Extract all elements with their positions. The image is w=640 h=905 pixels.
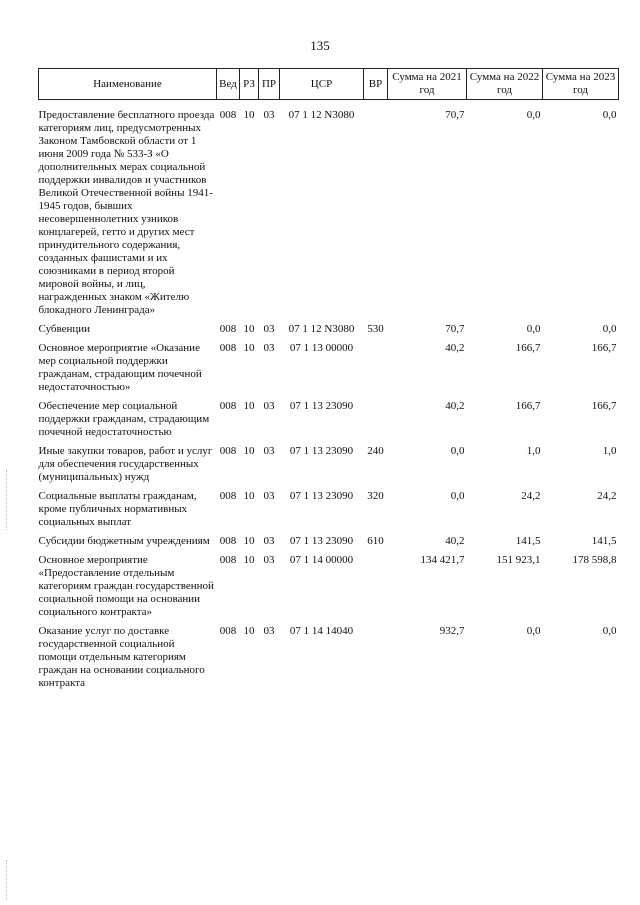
row-csr: 07 1 14 14040 [289, 625, 354, 637]
row-sum-2023: 24,2 [597, 490, 617, 502]
row-ved: 008 [219, 535, 237, 547]
table-row [39, 100, 619, 324]
row-pr: 03 [263, 323, 275, 335]
row-sum-2022: 0,0 [526, 625, 541, 637]
table-row [39, 323, 619, 342]
table-row [39, 490, 619, 535]
row-sum-2021: 40,2 [445, 535, 465, 547]
row-sum-2022: 1,0 [526, 445, 541, 457]
row-ved: 008 [219, 323, 237, 335]
table-row [39, 400, 619, 445]
row-sum-2021: 0,0 [450, 490, 465, 502]
row-rz: 10 [243, 625, 255, 637]
row-sum-2023: 1,0 [602, 445, 617, 457]
row-csr: 07 1 13 00000 [289, 342, 354, 354]
row-sum-2021: 70,7 [445, 109, 465, 121]
row-vr [364, 554, 388, 625]
row-rz: 10 [243, 490, 255, 502]
row-sum-2022: 166,7 [515, 400, 541, 412]
row-ved: 008 [219, 490, 237, 502]
row-rz: 10 [243, 323, 255, 335]
row-csr: 07 1 14 00000 [289, 554, 354, 566]
row-csr: 07 1 12 N3080 [288, 323, 355, 335]
row-csr: 07 1 13 23090 [289, 535, 354, 547]
row-name: Субсидии бюджетным учреждениям [38, 535, 210, 547]
table-row [39, 445, 619, 490]
row-vr [364, 342, 388, 400]
row-vr: 530 [367, 323, 384, 335]
row-pr: 03 [263, 554, 275, 566]
header-name: Наименование [39, 69, 217, 100]
row-sum-2022: 24,2 [521, 490, 541, 502]
row-name: Основное мероприятие «Оказание мер социальной поддержки гражданам, страдающим почечной недостаточностью» [38, 342, 202, 393]
row-sum-2021: 70,7 [445, 323, 465, 335]
header-sum-2022: Сумма на 2022 год [467, 69, 543, 100]
row-sum-2023: 0,0 [602, 625, 617, 637]
budget-table [38, 68, 619, 696]
row-name: Оказание услуг по доставке государственной социальной помощи отдельным категориям граждан на основании социального контракта [38, 625, 205, 689]
header-rz: РЗ [240, 69, 259, 100]
row-vr [364, 100, 388, 324]
row-sum-2022: 0,0 [526, 323, 541, 335]
row-sum-2021: 134 421,7 [420, 554, 465, 566]
header-vr: ВР [364, 69, 388, 100]
row-name: Субвенции [38, 323, 91, 335]
row-csr: 07 1 12 N3080 [288, 109, 355, 121]
row-rz: 10 [243, 554, 255, 566]
row-sum-2021: 0,0 [450, 445, 465, 457]
table-row [39, 342, 619, 400]
row-pr: 03 [263, 490, 275, 502]
row-sum-2022: 0,0 [526, 109, 541, 121]
row-rz: 10 [243, 445, 255, 457]
row-sum-2023: 166,7 [591, 400, 617, 412]
header-sum-2023: Сумма на 2023 год [543, 69, 619, 100]
table-row [39, 625, 619, 696]
row-pr: 03 [263, 342, 275, 354]
row-sum-2023: 141,5 [591, 535, 617, 547]
table-row [39, 535, 619, 554]
row-name: Основное мероприятие «Предоставление отдельным категориям граждан государственной социальной помощи на основании социального контракта» [38, 554, 214, 618]
row-csr: 07 1 13 23090 [289, 490, 354, 502]
row-pr: 03 [263, 109, 275, 121]
row-name: Иные закупки товаров, работ и услуг для обеспечения государственных (муниципальных) нужд [38, 445, 213, 483]
row-pr: 03 [263, 445, 275, 457]
row-rz: 10 [243, 109, 255, 121]
row-ved: 008 [219, 445, 237, 457]
row-ved: 008 [219, 109, 237, 121]
header-pr: ПР [259, 69, 280, 100]
row-sum-2023: 178 598,8 [572, 554, 617, 566]
page-number: 135 [310, 38, 330, 53]
table-header-row [39, 69, 619, 100]
row-ved: 008 [219, 342, 237, 354]
row-vr: 240 [367, 445, 384, 457]
row-rz: 10 [243, 400, 255, 412]
row-vr [364, 400, 388, 445]
row-sum-2022: 151 923,1 [496, 554, 541, 566]
row-sum-2022: 166,7 [515, 342, 541, 354]
row-csr: 07 1 13 23090 [289, 445, 354, 457]
header-ved: Вед [217, 69, 240, 100]
row-sum-2023: 0,0 [602, 323, 617, 335]
table-row [39, 554, 619, 625]
row-sum-2021: 932,7 [439, 625, 465, 637]
row-ved: 008 [219, 554, 237, 566]
row-name: Обеспечение мер социальной поддержки гражданам, страдающим почечной недостаточностью [38, 400, 210, 438]
row-rz: 10 [243, 342, 255, 354]
row-name: Предоставление бесплатного проезда категориям лиц, предусмотренных Законом Тамбовской области от 1 июня 2009 года № 533-З «О дополнительных мерах социальной поддержки инвалидов и участников Великой Отечественной войны 1941-1945 годов, бывших несовершеннолетних узников концлагерей, гетто и других мест принудительного содержания, созданных фашистами и их союзниками в период второй мировой войны, и лиц, награжденных знаком «Жителю блокадного Ленинграда» [38, 109, 215, 316]
header-sum-2021: Сумма на 2021 год [388, 69, 467, 100]
row-pr: 03 [263, 535, 275, 547]
row-sum-2023: 0,0 [602, 109, 617, 121]
row-pr: 03 [263, 400, 275, 412]
row-vr: 320 [367, 490, 384, 502]
row-sum-2022: 141,5 [515, 535, 541, 547]
header-csr: ЦСР [280, 69, 364, 100]
row-sum-2021: 40,2 [445, 400, 465, 412]
scan-artifact [6, 470, 9, 530]
row-name: Социальные выплаты гражданам, кроме публичных нормативных социальных выплат [38, 490, 197, 528]
row-csr: 07 1 13 23090 [289, 400, 354, 412]
row-ved: 008 [219, 625, 237, 637]
scan-artifact [6, 860, 9, 900]
row-vr: 610 [367, 535, 384, 547]
row-sum-2023: 166,7 [591, 342, 617, 354]
row-pr: 03 [263, 625, 275, 637]
row-sum-2021: 40,2 [445, 342, 465, 354]
row-rz: 10 [243, 535, 255, 547]
row-vr [364, 625, 388, 696]
row-ved: 008 [219, 400, 237, 412]
